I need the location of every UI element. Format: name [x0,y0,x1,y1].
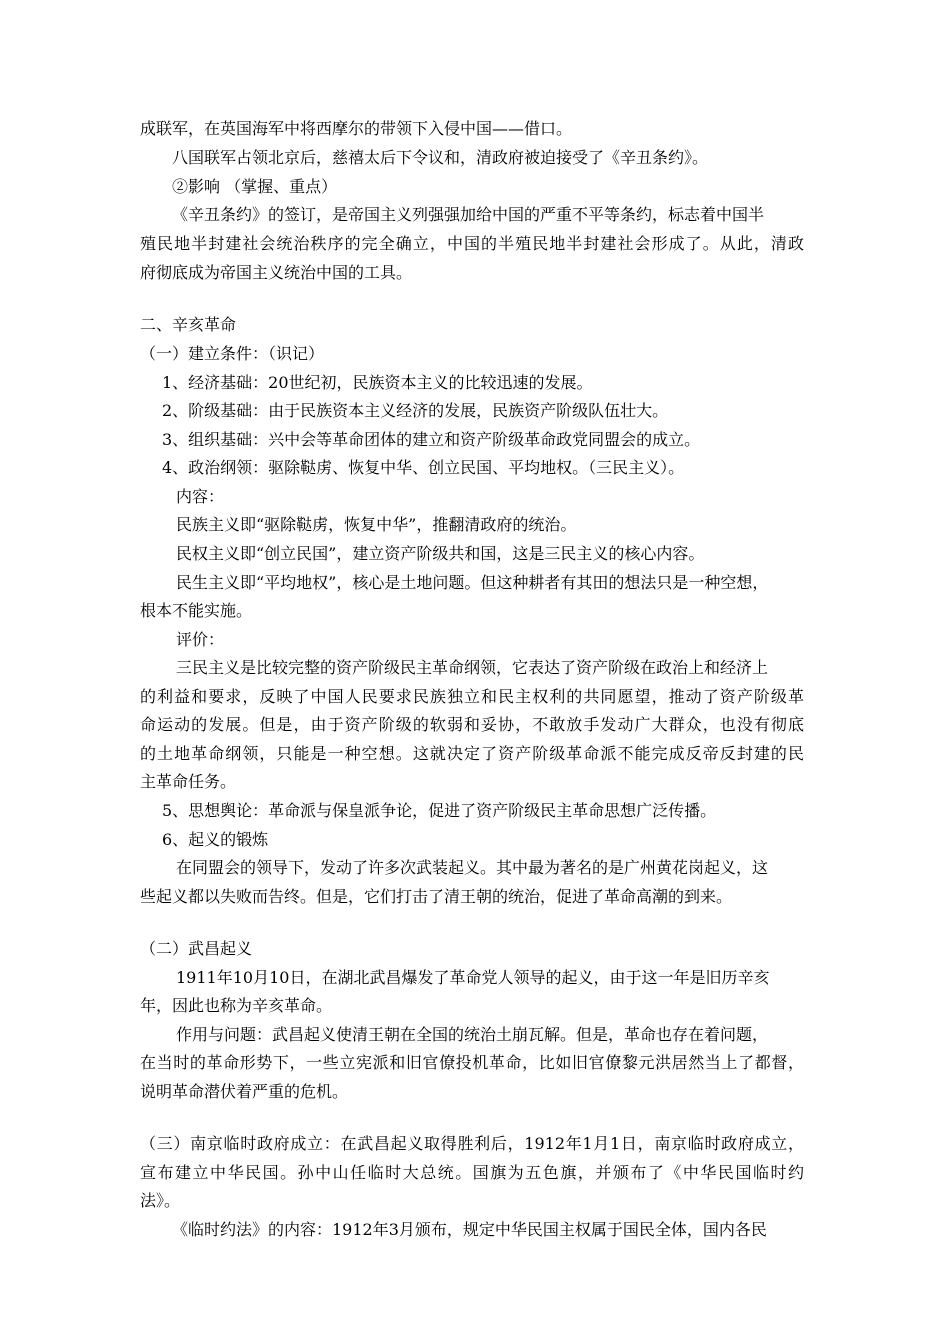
text-line: （二）武昌起义 [140,939,253,958]
text-line: 在同盟会的领导下，发动了许多次武装起义。其中最为著名的是广州黄花岗起义，这 [176,858,769,877]
text-line: 八国联军占领北京后，慈禧太后下令议和，清政府被迫接受了《辛丑条约》。 [172,148,709,167]
text-line: 《临时约法》的内容：1912年3月颁布，规定中华民国主权属于国民全体，国内各民 [172,1220,767,1239]
text-line: 三民主义是比较完整的资产阶级民主革命纲领，它表达了资产阶级在政治上和经济上 [176,658,769,677]
text-line: 民族主义即“驱除鞑虏，恢复中华”，推翻清政府的统治。 [176,515,577,534]
text-line: （一）建立条件：（识记） [140,344,325,363]
text-line: 府彻底成为帝国主义统治中国的工具。 [140,263,413,282]
text-line: 民生主义即“平均地权”，核心是土地问题。但这种耕者有其田的想法只是一种空想， [176,573,769,592]
text-line: 殖民地半封建社会统治秩序的完全确立，中国的半殖民地半封建社会形成了。从此，清政 [140,234,804,253]
text-line: 些起义都以失败而告终。但是，它们打击了清王朝的统治，促进了革命高潮的到来。 [140,887,733,906]
text-line: 宣布建立中华民国。孙中山任临时大总统。国旗为五色旗，并颁布了《中华民国临时约 [140,1163,804,1182]
text-line: 成联军，在英国海军中将西摩尔的带领下入侵中国——借口。 [140,119,573,138]
text-line: 1、经济基础：20世纪初，民族资本主义的比较迅速的发展。 [162,373,593,392]
text-line: （三）南京临时政府成立：在武昌起义取得胜利后，1912年1月1日，南京临时政府成立， [140,1134,804,1153]
text-line: 说明革命潜伏着严重的危机。 [140,1082,349,1101]
text-line: 民权主义即“创立民国”，建立资产阶级共和国，这是三民主义的核心内容。 [176,544,705,563]
text-line: 5、思想舆论：革命派与保皇派争论，促进了资产阶级民主革命思想广泛传播。 [162,801,717,820]
text-line: 的利益和要求，反映了中国人民要求民族独立和民主权利的共同愿望，推动了资产阶级革 [140,687,804,706]
text-line: 法》。 [140,1191,181,1210]
text-line: 根本不能实施。 [140,601,253,620]
text-line: 1911年10月10日，在湖北武昌爆发了革命党人领导的起义，由于这一年是旧历辛亥 [176,968,770,987]
text-line: 年，因此也称为辛亥革命。 [140,996,333,1015]
text-line: 命运动的发展。但是，由于资产阶级的软弱和妥协，不敢放手发动广大群众，也没有彻底 [140,715,804,734]
text-line: 作用与问题：武昌起义使清王朝在全国的统治土崩瓦解。但是，革命也存在着问题， [176,1025,769,1044]
text-line: 在当时的革命形势下，一些立宪派和旧官僚投机革命，比如旧官僚黎元洪居然当上了都督， [140,1053,804,1072]
text-line: 主革命任务。 [140,772,237,791]
text-line: 3、组织基础：兴中会等革命团体的建立和资产阶级革命政党同盟会的成立。 [162,430,701,449]
text-line: 二、辛亥革命 [140,315,237,334]
text-line: 6、起义的锻炼 [162,830,269,849]
text-line: 4、政治纲领：驱除鞑虏、恢复中华、创立民国、平均地权。（三民主义）。 [162,458,685,477]
text-line: ②影响 （掌握、重点） [172,177,338,196]
text-line: 评价： [176,630,225,649]
text-line: 的土地革命纲领，只能是一种空想。这就决定了资产阶级革命派不能完成反帝反封建的民 [140,744,804,763]
text-line: 2、阶级基础：由于民族资本主义经济的发展，民族资产阶级队伍壮大。 [162,401,669,420]
text-line: 内容： [176,487,225,506]
text-line: 《辛丑条约》的签订，是帝国主义列强强加给中国的严重不平等条约，标志着中国半 [172,205,765,224]
